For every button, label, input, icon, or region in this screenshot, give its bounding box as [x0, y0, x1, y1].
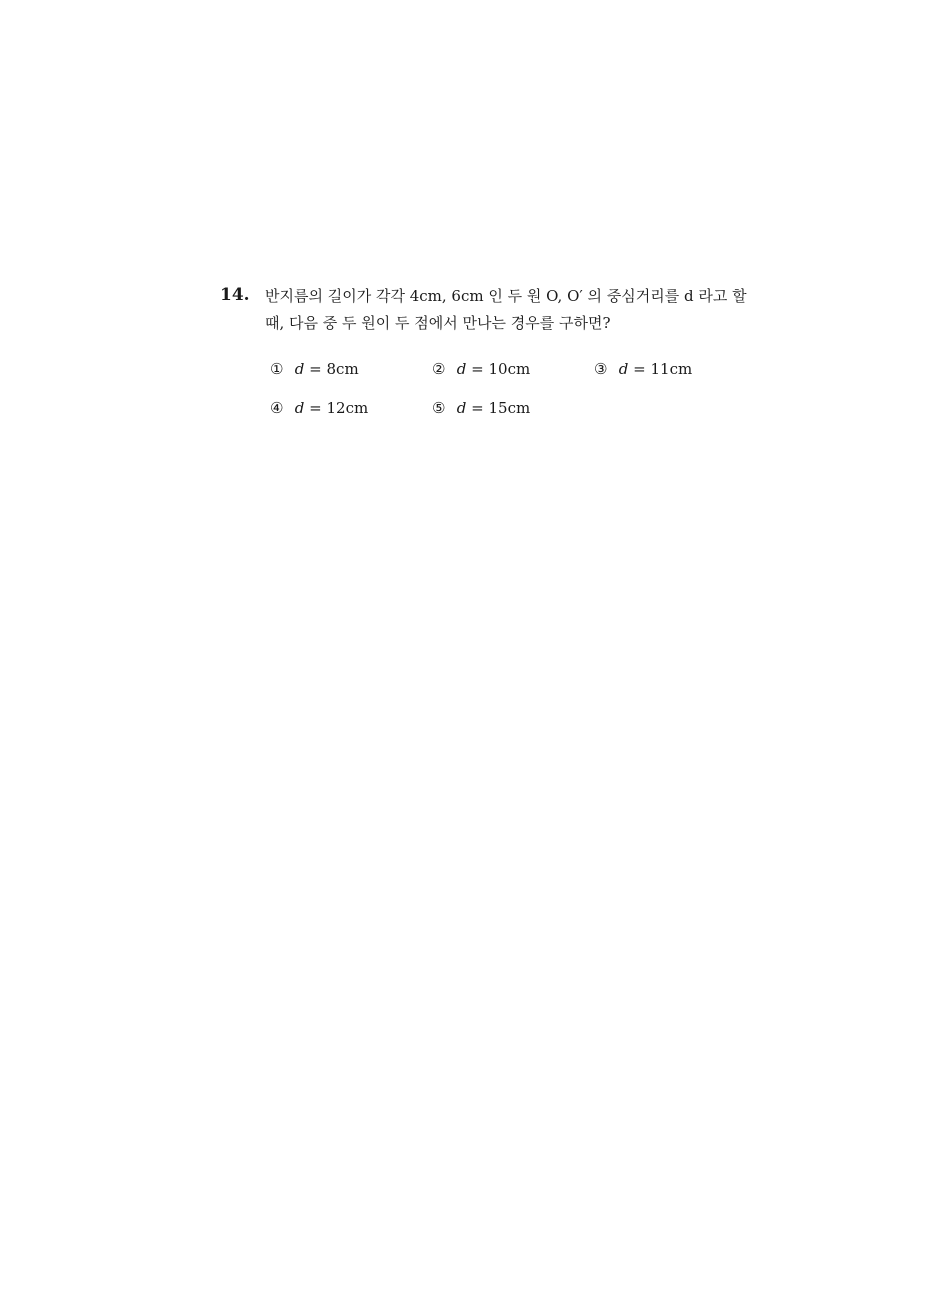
- choice-3-variable: d: [618, 360, 629, 378]
- choice-3-value: = 11cm: [628, 360, 693, 378]
- choice-2-variable: d: [456, 360, 467, 378]
- choice-2-value: = 10cm: [466, 360, 531, 378]
- choice-2[interactable]: [432, 358, 530, 380]
- question-line-2: 때, 다음 중 두 원이 두 점에서 만나는 경우를 구하면?: [265, 314, 611, 332]
- choice-1[interactable]: [270, 358, 359, 380]
- choice-5[interactable]: [432, 397, 530, 419]
- choice-4-variable: d: [294, 399, 305, 417]
- choice-5-value: = 15cm: [466, 399, 531, 417]
- choice-4-value: = 12cm: [304, 399, 369, 417]
- choice-1-value: = 8cm: [304, 360, 359, 378]
- question-text: [265, 283, 765, 337]
- choice-4-marker: ④: [270, 399, 284, 417]
- choice-1-marker: ①: [270, 360, 284, 378]
- choice-4[interactable]: [270, 397, 368, 419]
- question-line-1: 반지름의 길이가 각각 4cm, 6cm 인 두 원 O, O′ 의 중심거리를 d 라고 할: [265, 287, 747, 305]
- choice-3-marker: ③: [594, 360, 608, 378]
- choice-5-marker: ⑤: [432, 399, 446, 417]
- choice-3[interactable]: [594, 358, 692, 380]
- choice-5-variable: d: [456, 399, 467, 417]
- choice-1-variable: d: [294, 360, 305, 378]
- choice-2-marker: ②: [432, 360, 446, 378]
- answer-choices: [270, 358, 750, 438]
- question-number: 14.: [220, 285, 250, 305]
